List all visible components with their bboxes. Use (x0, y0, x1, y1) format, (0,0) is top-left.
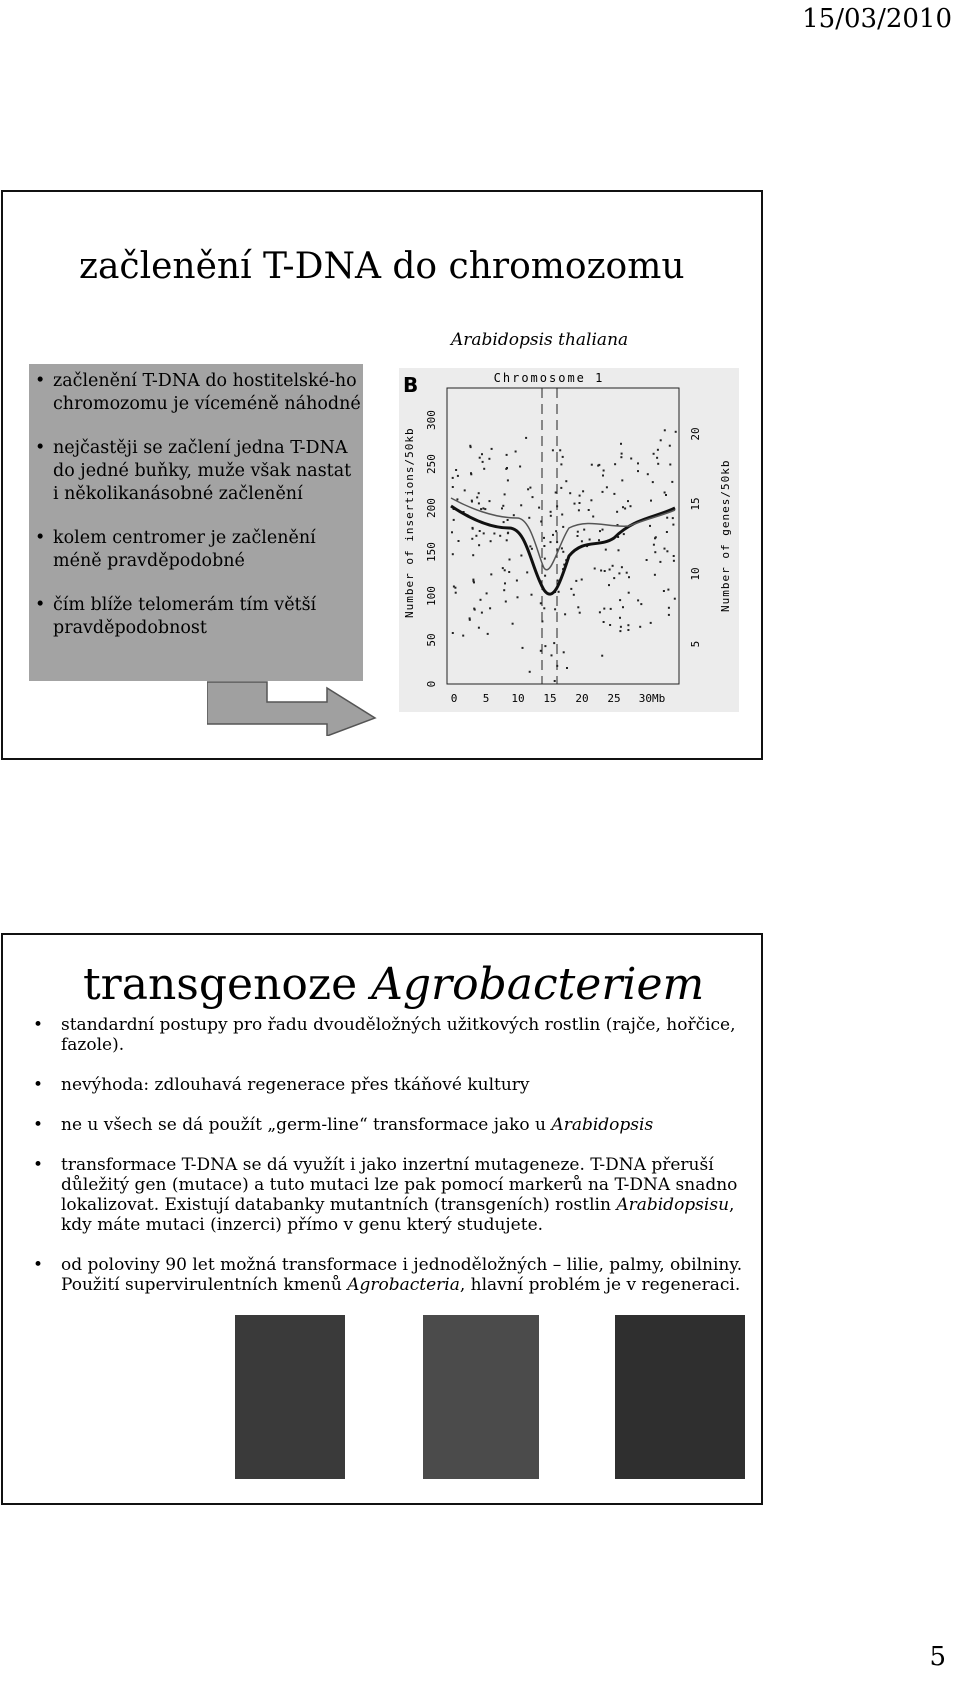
scatter-point (512, 623, 514, 625)
scatter-point (532, 496, 534, 498)
scatter-point (600, 570, 602, 572)
scatter-point (652, 481, 654, 483)
scatter-point (490, 573, 492, 575)
scatter-point (453, 519, 455, 521)
chart-y-right-tick: 15 (689, 497, 702, 511)
scatter-point (630, 505, 632, 507)
scatter-point (623, 533, 625, 535)
scatter-point (621, 566, 623, 568)
scatter-point (489, 500, 491, 502)
scatter-point (540, 521, 542, 523)
scatter-point (457, 475, 459, 477)
scatter-point (504, 569, 506, 571)
scatter-point (480, 599, 482, 601)
scatter-point (480, 508, 482, 510)
scatter-point (490, 540, 492, 542)
scatter-point (562, 456, 564, 458)
scatter-point (664, 429, 666, 431)
scatter-point (666, 550, 668, 552)
scatter-point (558, 591, 560, 593)
scatter-point (470, 446, 472, 448)
scatter-point (550, 511, 552, 513)
scatter-point (657, 463, 659, 465)
scatter-point (582, 490, 584, 492)
right-arrow-icon (207, 674, 377, 736)
scatter-point (552, 449, 554, 451)
scatter-point (618, 549, 620, 551)
chart-x-tick: 25 (607, 692, 621, 705)
scatter-point (569, 492, 571, 494)
scatter-point (538, 507, 540, 509)
scatter-point (476, 496, 478, 498)
scatter-point (508, 571, 510, 573)
scatter-point (451, 531, 453, 533)
scatter-point (579, 495, 581, 497)
chart-y-right-tick: 20 (689, 427, 702, 441)
scatter-point (559, 449, 561, 451)
scatter-point (502, 505, 504, 507)
scatter-point (473, 581, 475, 583)
slide-1 (1, 190, 763, 760)
scatter-point (649, 525, 651, 527)
scatter-point (590, 499, 592, 501)
scatter-point (557, 580, 559, 582)
scatter-point (594, 568, 596, 570)
scatter-point (503, 521, 505, 523)
chart-x-tick: 5 (482, 692, 490, 705)
scatter-point (487, 633, 489, 635)
insertion-density-chart (399, 368, 739, 712)
scatter-point (472, 554, 474, 556)
scatter-point (622, 606, 624, 608)
scatter-point (619, 617, 621, 619)
scatter-point (610, 608, 612, 610)
species-caption: Arabidopsis thaliana (451, 330, 629, 350)
scatter-point (478, 544, 480, 546)
scatter-point (579, 502, 581, 504)
slide-1-title: začlenění T-DNA do chromozomu (79, 246, 685, 287)
scatter-point (637, 470, 639, 472)
slide-2-title (83, 959, 704, 1010)
scatter-point (472, 579, 474, 581)
scatter-point (452, 486, 454, 488)
chart-y-tick: 0 (425, 680, 438, 688)
text-run: ne u všech se dá použít „germ-line“ transformace jako u (61, 1115, 552, 1135)
scatter-point (605, 549, 607, 551)
slide-2-bullet-list (33, 1015, 743, 1315)
scatter-point (540, 602, 542, 604)
scatter-point (474, 609, 476, 611)
scatter-point (504, 493, 506, 495)
bullet-item (33, 1255, 743, 1295)
scatter-point (507, 479, 509, 481)
text-run: , hlavní problém je v regeneraci. (459, 1275, 741, 1295)
scatter-point (639, 626, 641, 628)
scatter-point (553, 642, 555, 644)
scatter-point (555, 492, 557, 494)
chart-ylabel-left: Number of insertions/50kb (403, 427, 416, 618)
scatter-point (591, 464, 593, 466)
text-run: standardní postupy pro řadu dvouděložných užitkových rostlin (rajče, hořčice, fazole). (61, 1015, 736, 1055)
scatter-point (486, 592, 488, 594)
scatter-point (554, 608, 556, 610)
scatter-point (475, 535, 477, 537)
scatter-point (664, 548, 666, 550)
scatter-point (455, 469, 457, 471)
scatter-point (627, 500, 629, 502)
scatter-point (669, 445, 671, 447)
scatter-point (646, 559, 648, 561)
scatter-point (564, 613, 566, 615)
scatter-point (502, 567, 504, 569)
scatter-point (554, 680, 556, 682)
scatter-point (626, 572, 628, 574)
scatter-point (478, 627, 480, 629)
chart-y-tick: 200 (425, 498, 438, 518)
scatter-point (627, 624, 629, 626)
scatter-point (672, 524, 674, 526)
scatter-point (464, 489, 466, 491)
scatter-point (637, 462, 639, 464)
scatter-point (482, 507, 484, 509)
scatter-point (479, 457, 481, 459)
scatter-point (598, 539, 600, 541)
scatter-point (669, 464, 671, 466)
scatter-point (654, 574, 656, 576)
seedling-photo (423, 1315, 539, 1479)
italic-text: Arabidopsis (551, 1115, 654, 1135)
scatter-point (488, 458, 490, 460)
scatter-point (540, 650, 542, 652)
scatter-point (589, 539, 591, 541)
scatter-point (481, 453, 483, 455)
scatter-point (664, 492, 666, 494)
scatter-point (575, 580, 577, 582)
scatter-point (602, 529, 604, 531)
chart-x-tick: 10 (511, 692, 525, 705)
scatter-point (566, 667, 568, 669)
scatter-point (588, 509, 590, 511)
scatter-point (608, 584, 610, 586)
scatter-point (606, 486, 608, 488)
scatter-point (628, 592, 630, 594)
scatter-point (672, 517, 674, 519)
scatter-point (570, 588, 572, 590)
chart-x-tick: 0 (450, 692, 458, 705)
scatter-point (621, 453, 623, 455)
scatter-point (520, 555, 522, 557)
scatter-point (657, 449, 659, 451)
scatter-point (544, 575, 546, 577)
scatter-point (505, 601, 507, 603)
italic-text: Agrobacteria (347, 1275, 460, 1295)
scatter-point (630, 458, 632, 460)
scatter-point (573, 594, 575, 596)
scatter-point (656, 457, 658, 459)
scatter-point (618, 572, 620, 574)
scatter-point (577, 606, 579, 608)
chart-x-tick: 15 (543, 692, 557, 705)
scatter-point (507, 532, 509, 534)
italic-text: Arabidopsisu (616, 1195, 730, 1215)
text-run: od poloviny 90 let možná transformace i jednoděložných – lilie, palmy, obilniny. Použití supervirulentních kmenů (61, 1255, 743, 1295)
scatter-point (609, 569, 611, 571)
scatter-point (516, 580, 518, 582)
scatter-point (666, 531, 668, 533)
chart-ylabel-right: Number of genes/50kb (719, 459, 732, 612)
chart-y-tick: 50 (425, 633, 438, 647)
scatter-point (660, 439, 662, 441)
scatter-point (621, 479, 623, 481)
scatter-point (619, 599, 621, 601)
scatter-point (483, 532, 485, 534)
chart-x-tick: 20 (575, 692, 589, 705)
scatter-point (579, 612, 581, 614)
scatter-point (628, 576, 630, 578)
scatter-point (483, 468, 485, 470)
scatter-point (543, 607, 545, 609)
scatter-point (637, 599, 639, 601)
chart-y-tick: 250 (425, 454, 438, 474)
scatter-point (565, 480, 567, 482)
scatter-point (603, 608, 605, 610)
scatter-point (544, 558, 546, 560)
scatter-point (506, 454, 508, 456)
scatter-point (517, 596, 519, 598)
scatter-point (560, 463, 562, 465)
scatter-point (556, 665, 558, 667)
scatter-point (552, 534, 554, 536)
scatter-point (550, 515, 552, 517)
scatter-point (673, 555, 675, 557)
scatter-point (489, 607, 491, 609)
scatter-point (653, 544, 655, 546)
scatter-point (561, 547, 563, 549)
scatter-point (666, 517, 668, 519)
chart-panel-label: B (403, 373, 419, 397)
title-plain: transgenoze (83, 959, 372, 1010)
bullet-item (33, 1115, 743, 1135)
scatter-point (577, 535, 579, 537)
scatter-point (612, 565, 614, 567)
scatter-point (513, 514, 515, 516)
chart-y-tick: 100 (425, 586, 438, 606)
scatter-point (541, 620, 543, 622)
scatter-point (578, 509, 580, 511)
scatter-point (622, 506, 624, 508)
scatter-point (613, 577, 615, 579)
scatter-point (574, 503, 576, 505)
scatter-point (562, 551, 564, 553)
plant-foliage-photo (615, 1315, 745, 1479)
scatter-point (520, 504, 522, 506)
scatter-point (526, 571, 528, 573)
scatter-point (543, 537, 545, 539)
scatter-point (663, 590, 665, 592)
scatter-point (471, 538, 473, 540)
scatter-point (581, 579, 583, 581)
bullet-item: • kolem centromer je začlenění méně pravděpodobné (35, 527, 361, 573)
scatter-point (603, 470, 605, 472)
scatter-point (671, 481, 673, 483)
scatter-point (470, 473, 472, 475)
chart-y-right-tick: 10 (689, 567, 702, 581)
scatter-point (544, 645, 546, 647)
bullet-item (33, 1075, 743, 1095)
scatter-point (471, 501, 473, 503)
chart-y-tick: 150 (425, 542, 438, 562)
scatter-point (509, 559, 511, 561)
scatter-point (561, 514, 563, 516)
scatter-point (583, 529, 585, 531)
scatter-point (529, 545, 531, 547)
scatter-point (599, 530, 601, 532)
page-number: 5 (929, 1642, 946, 1672)
scatter-point (650, 622, 652, 624)
scatter-point (653, 453, 655, 455)
scatter-point (519, 466, 521, 468)
scatter-point (525, 437, 527, 439)
scatter-point (472, 528, 474, 530)
scatter-point (647, 473, 649, 475)
scatter-point (603, 621, 605, 623)
scatter-point (673, 560, 675, 562)
scatter-point (507, 519, 509, 521)
scatter-point (640, 603, 642, 605)
scatter-point (614, 463, 616, 465)
text-run: , kdy máte mutaci (inzerci) přímo v genu který studujete. (61, 1195, 735, 1235)
scatter-point (619, 630, 621, 632)
scatter-point (654, 551, 656, 553)
scatter-point (493, 533, 495, 535)
scatter-point (613, 493, 615, 495)
scatter-point (504, 582, 506, 584)
scatter-point (478, 502, 480, 504)
scatter-point (482, 461, 484, 463)
scatter-point (454, 587, 456, 589)
scatter-point (551, 654, 553, 656)
scatter-point (458, 540, 460, 542)
bullet-item: • začlenění T-DNA do hostitelské-ho chromozomu je víceméně náhodné (35, 370, 361, 416)
scatter-point (620, 626, 622, 628)
scatter-point (675, 431, 677, 433)
scatter-point (501, 507, 503, 509)
title-italic: Agrobacteriem (371, 959, 705, 1010)
scatter-point (529, 671, 531, 673)
text-run: nevýhoda: zdlouhavá regenerace přes tkáňové kultury (61, 1075, 530, 1095)
scatter-point (602, 475, 604, 477)
scatter-point (452, 632, 454, 634)
text-run: transformace T-DNA se dá využít i jako inzertní mutageneze. T-DNA přeruší důležitý gen (mutace) a tuto mutaci lze pak pomocí markerů na T-DNA snadno lokalizovat. Existují databanky mutantních (transgeních) rostlin (61, 1155, 738, 1215)
scatter-point (563, 651, 565, 653)
header-date: 15/03/2010 (802, 4, 952, 34)
scatter-point (479, 530, 481, 532)
scatter-point (609, 624, 611, 626)
scatter-point (452, 553, 454, 555)
scatter-point (455, 592, 457, 594)
scatter-point (620, 456, 622, 458)
chart-y-tick: 300 (425, 410, 438, 430)
scatter-point (592, 516, 594, 518)
scatter-point (550, 541, 552, 543)
scatter-point (668, 607, 670, 609)
bullet-item (33, 1155, 743, 1235)
scatter-point (562, 526, 564, 528)
scatter-point (602, 491, 604, 493)
scatter-point (667, 589, 669, 591)
scatter-point (665, 494, 667, 496)
scatter-point (522, 647, 524, 649)
scatter-point (505, 468, 507, 470)
scatter-point (531, 594, 533, 596)
scatter-point (601, 655, 603, 657)
scatter-point (529, 487, 531, 489)
scatter-point (469, 619, 471, 621)
scatter-point (499, 535, 501, 537)
scatter-point (655, 536, 657, 538)
scatter-point (462, 635, 464, 637)
scatter-point (616, 511, 618, 513)
scatter-point (556, 505, 558, 507)
slide-2 (1, 933, 763, 1505)
chart-y-right-tick: 5 (689, 640, 702, 648)
chart-x-tick: 30Mb (638, 692, 666, 705)
scatter-point (452, 477, 454, 479)
scatter-point (543, 545, 545, 547)
scatter-point (491, 448, 493, 450)
scatter-point (531, 548, 533, 550)
scatter-point (481, 612, 483, 614)
bullet-item: • nejčastěji se začlení jedna T-DNA do jedné buňky, muže však nastat i několikanásobné začlenění (35, 437, 361, 506)
chart-title: Chromosome 1 (493, 371, 605, 385)
scatter-point (577, 531, 579, 533)
scatter-point (528, 517, 530, 519)
scatter-point (650, 500, 652, 502)
scatter-point (674, 598, 676, 600)
scatter-point (659, 561, 661, 563)
scatter-point (604, 570, 606, 572)
scatter-point (506, 539, 508, 541)
bullet-item: • čím blíže telomerám tím větší pravděpodobnost (35, 594, 361, 640)
scatter-point (556, 541, 558, 543)
scatter-point (503, 589, 505, 591)
scatter-point (478, 492, 480, 494)
scatter-point (581, 540, 583, 542)
scatter-point (599, 611, 601, 613)
scatter-point (527, 488, 529, 490)
scatter-point (555, 530, 557, 532)
scatter-point (627, 629, 629, 631)
scatter-point (624, 508, 626, 510)
scatter-point (620, 443, 622, 445)
scatter-point (515, 451, 517, 453)
scatter-point (560, 487, 562, 489)
scatter-point (484, 508, 486, 510)
scatter-point (597, 465, 599, 467)
scatter-point (456, 498, 458, 500)
bullet-item (33, 1015, 743, 1055)
slide-1-bullet-list (35, 370, 361, 661)
scatter-point (668, 614, 670, 616)
seed-pods-photo (235, 1315, 345, 1479)
